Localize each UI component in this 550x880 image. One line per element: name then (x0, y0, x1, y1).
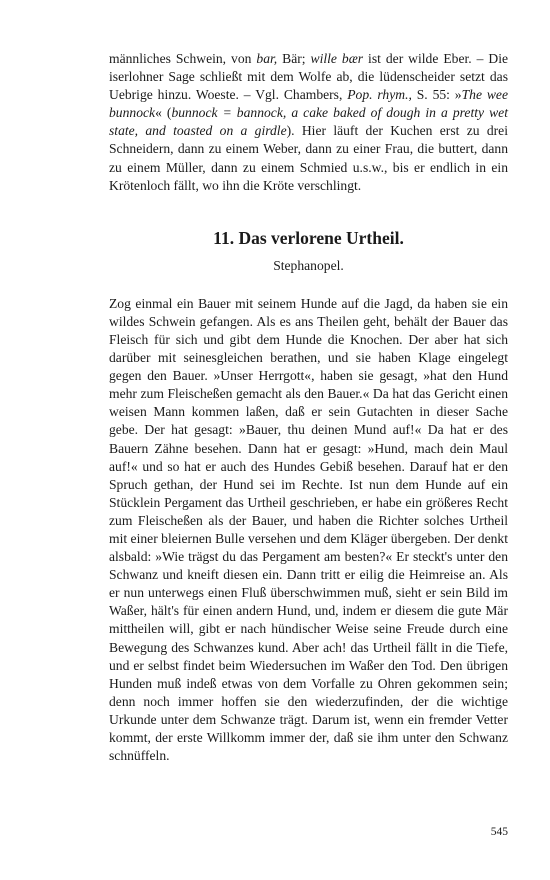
section-title: 11. Das verlorene Urtheil. (213, 227, 404, 248)
page-number: 545 (490, 826, 508, 838)
note-text-2: Bär; (277, 51, 311, 66)
note-text-4: S. 55: » (411, 87, 462, 103)
note-text-6: ). Hier läuft der Kuchen erst zu drei Schneidern, dann zu einem Weber, dann zu einer Frau, die buttert, dann zu einem Müller, dann zu einem Schmied u.s.w., bis er endlich in ein Krötenloch fällt, wo ihn die Kröte verschlingt. (109, 123, 508, 193)
note-text-1: männliches Schwein, von (109, 51, 257, 66)
note-italic-3: Pop. rhym., (347, 87, 412, 103)
footnote-paragraph (109, 50, 508, 195)
note-italic-2: wille bær (310, 51, 364, 66)
body-paragraph: Zog einmal ein Bauer mit seinem Hunde auf die Jagd, da haben sie ein wildes Schwein gefangen. Als es ans Theilen geht, behält der Bauer das Fleisch für sich und gibt dem Hunde die Knochen. Der aber hat sich darüber mit seinesgleichen berathen, und sie haben Klage eingelegt gegen den Bauer. »Unser Herrgott«, haben sie gesagt, »hat den Hund mehr zum Fleischeßen gemacht als den Bauer.« Da hat das Gericht einen weisen Mann kommen laßen, daß er sein Gutachten in dieser Sache gebe. Der hat gesagt: »Bauer, thu deinen Mund auf!« Da hat er des Bauern Zähne besehen. Dann hat er gesagt: »Hund, mach dein Maul auf!« und so hat er auch des Hundes Gebiß besehen. Darauf hat er den Spruch gethan, der Hund sei im Rechte. Ist nun dem Hunde auf ein Stücklein Pergament das Urtheil geschrieben, er habe ein größeres Recht zum Fleischeßen als der Bauer, und haben die Richter solches Urtheil mit einer bleiernen Bulle versehen und dem Kläger übergeben. Der denkt alsbald: »Wie trägst du das Pergament am besten?« Er steckt's unter den Schwanz und kneift diesen ein. Dann tritt er eilig die Heimreise an. Als er nun unterwegs einen Fluß überschwimmen muß, sieht er sein Bild im Waßer, hält's für einen andern Hund, und, indem er diesem die gute Mär mittheilen will, gibt er nach hündischer Weise seine Freude durch eine Bewegung des Schwanzes kund. Aber ach! das Urtheil fällt in die Tiefe, und er selbst findet beim Wiedersuchen im Waßer den Tod. Den übrigen Hunden muß indeß etwas von dem Vorfalle zu Ohren gekommen sein; denn noch immer hoffen sie den wiederzufinden, der die wichtige Urkunde unter dem Schwanze trägt. Darum ist, wenn ein fremder Vetter kommt, der erste Willkomm immer der, daß sie ihm unter den Schwanz schnüffeln. (109, 295, 508, 764)
note-italic-4: The wee bunnock (109, 87, 508, 121)
note-text-3: ist der wilde Eber. – Die iserlohner Sage schließt mit dem Wolfe ab, die lüdenscheider setzt das Uebrige hinzu. Woeste. – Vgl. Chambers, (109, 51, 509, 103)
page-content (109, 50, 508, 765)
section-source: Stephanopel. (273, 257, 344, 273)
note-italic-5: bunnock = bannock, a cake baked of dough in a pretty wet state, and toasted on a girdle (109, 105, 508, 139)
note-text-5: « ( (155, 105, 172, 121)
note-italic-1: bar, (256, 51, 278, 66)
